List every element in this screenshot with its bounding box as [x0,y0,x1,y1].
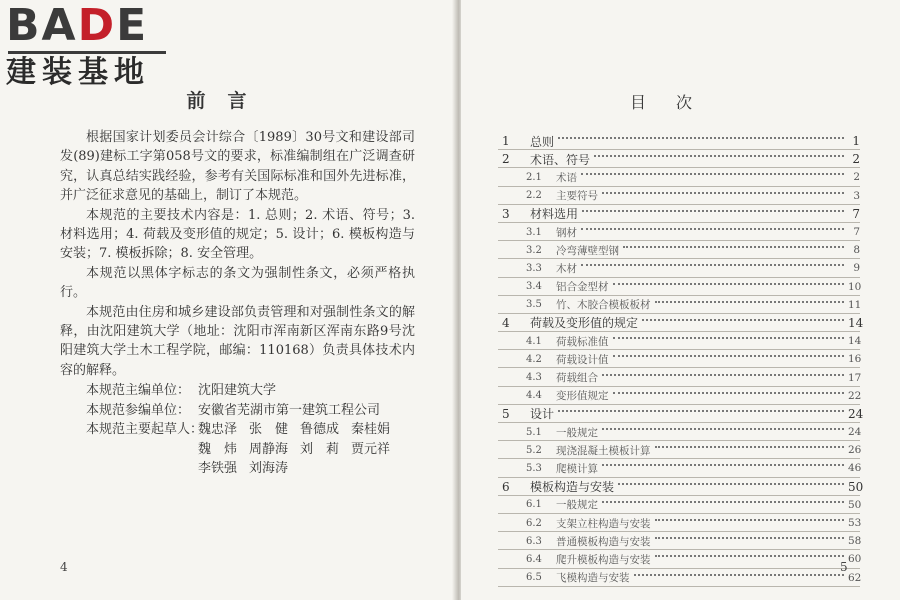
toc-entry-label: 现浇混凝土模板计算 [556,444,651,457]
toc-entry-number: 6.3 [526,535,542,547]
toc-leader-dots [602,192,844,194]
toc-entry[interactable] [498,132,860,150]
toc-entry[interactable] [498,223,860,241]
bade-logo [6,0,176,90]
drafter-name: 刘海涛 [249,460,289,476]
toc-entry-page: 60 [848,553,862,566]
toc-entry-label: 飞模构造与安装 [556,572,630,585]
toc-leader-dots [613,392,845,394]
toc-entry[interactable] [498,423,860,441]
toc-entry[interactable] [498,278,860,296]
toc-leader-dots [642,319,844,321]
toc-entry-page: 24 [848,406,864,421]
toc-leader-dots [581,173,844,175]
toc-entry-number: 6.5 [526,572,542,584]
toc-entry-label: 木材 [556,262,577,275]
drafters-row [60,420,415,478]
toc-entry-label: 铝合金型材 [556,281,609,294]
toc-entry-label: 一般规定 [556,426,598,439]
toc-entry-number: 6 [502,479,510,494]
toc-entry-label: 一般规定 [556,499,598,512]
toc-entry-page: 46 [848,462,862,475]
drafter-name: 张 健 [249,422,289,438]
toc-entry-page: 62 [848,571,862,584]
drafter-name: 周静海 [249,441,289,457]
drafters-names [198,420,415,478]
toc-entry-page: 17 [848,371,862,384]
preface-paragraph: 本规范以黑体字标志的条文为强制性条文，必须严格执行。 [60,265,415,301]
toc-entry-number: 3.3 [526,262,542,274]
toc-entry-number: 4.3 [526,372,542,384]
toc-entry-number: 6.1 [526,499,542,511]
toc-entry-page: 50 [848,498,862,511]
preface-title: 前言 [186,90,269,112]
logo-chinese: 建装基地 [6,55,150,90]
toc-entry-number: 3.2 [526,244,542,256]
toc-entry-page: 1 [852,134,860,149]
drafter-name: 李铁强 [198,460,238,476]
toc-entry-number: 2.1 [526,171,542,183]
toc-entry-label: 爬模计算 [556,462,598,475]
toc-entry-number: 1 [502,134,510,149]
toc-entry-page: 50 [848,479,864,494]
toc-leader-dots [581,228,844,230]
staff-list [60,381,415,478]
drafter-name: 鲁德成 [300,422,340,438]
toc-entry-label: 钢材 [556,226,577,239]
toc-entry[interactable] [498,478,864,496]
toc-entry-label: 荷载设计值 [556,353,609,366]
toc-entry-page: 10 [848,280,862,293]
toc-entry-label: 术语 [556,171,577,184]
toc-leader-dots [655,446,845,448]
toc-entry[interactable] [498,314,864,332]
toc-entry[interactable] [498,496,860,514]
toc-entry[interactable] [498,241,860,259]
drafters-label: 本规范主要起草人： [86,422,204,438]
toc-entry-number: 3 [502,206,510,221]
toc-entry-number: 2 [502,152,510,167]
logo-word-part2: E [116,0,149,51]
toc-entry-page: 2 [852,152,860,167]
toc-entry-label: 冷弯薄壁型钢 [556,244,619,257]
toc-leader-dots [613,355,845,357]
page-number-left: 4 [60,560,68,574]
chief-unit-value: 沈阳建筑大学 [198,383,277,399]
toc-leader-dots [613,337,845,339]
toc-entry-page: 14 [848,315,864,330]
toc-leader-dots [602,374,844,376]
toc-entry[interactable] [498,332,860,350]
toc-entry-page: 26 [848,444,862,457]
toc-leader-dots [655,537,845,539]
toc-title: 目次 [630,93,723,112]
toc-leader-dots [655,301,845,303]
toc-entry[interactable] [498,368,860,386]
toc-entry-label: 术语、符号 [530,152,591,167]
toc-entry-label: 总则 [530,134,555,149]
toc-entry-label: 普通模板构造与安装 [556,535,651,548]
participant-unit-row [60,401,415,420]
logo-word-part1: BA [6,0,78,51]
toc-entry-page: 53 [848,517,862,530]
toc-entry[interactable] [498,350,860,368]
toc-leader-dots [634,574,845,576]
toc-entry-number: 4.1 [526,335,542,347]
toc-entry-label: 主要符号 [556,190,598,203]
toc-entry-label: 爬升模板构造与安装 [556,553,651,566]
toc-entry-number: 5 [502,406,510,421]
page-number-right: 5 [840,560,848,574]
toc-leader-dots [655,555,845,557]
toc-entry-number: 4 [502,315,510,330]
toc-leader-dots [581,264,844,266]
toc-entry[interactable] [498,405,864,423]
toc-entry[interactable] [498,296,860,314]
toc-entry-page: 58 [848,535,862,548]
toc-entry-number: 6.4 [526,553,542,565]
logo-rule [8,51,166,54]
toc-entry-label: 荷载及变形值的规定 [530,316,639,331]
toc-leader-dots [594,155,844,157]
toc-entry-label: 支架立柱构造与安装 [556,517,651,530]
toc-entry[interactable] [498,569,860,587]
toc-entry[interactable] [498,150,860,168]
preface-paragraph: 本规范的主要技术内容是：1. 总则；2. 术语、符号；3. 材料选用；4. 荷载及变形值的规定；5. 设计；6. 模板构造与安装；7. 模板拆除；8. 安全管理。 [60,207,415,262]
toc-entry[interactable] [498,168,860,186]
toc-entry[interactable] [498,514,860,532]
toc-entry-number: 4.4 [526,390,542,402]
drafter-name: 魏 炜 [198,441,238,457]
toc-entry-page: 3 [853,189,860,202]
drafter-name: 魏忠泽 [198,422,238,438]
toc-entry-page: 9 [853,262,860,275]
toc-entry-number: 3.4 [526,281,542,293]
toc-row-rule [498,586,860,587]
participant-unit-label: 本规范参编单位： [86,402,191,418]
toc-entry-number: 3.5 [526,299,542,311]
drafter-name: 刘 莉 [300,441,340,457]
logo-word-accent: D [77,0,117,51]
toc-entry-page: 24 [848,426,862,439]
toc-leader-dots [602,464,844,466]
toc-leader-dots [618,483,844,485]
drafter-name: 贾元祥 [351,441,391,457]
toc-entry-number: 5.2 [526,444,542,456]
toc-entry-page: 7 [852,206,860,221]
toc-entry-label: 变形值规定 [556,390,609,403]
toc-entry[interactable] [498,441,860,459]
toc-entry-page: 16 [848,353,862,366]
toc-entry-number: 5.1 [526,426,542,438]
toc-leader-dots [655,519,845,521]
preface-paragraph: 本规范由住房和城乡建设部负责管理和对强制性条文的解释，由沈阳建筑大学（地址：沈阳市浑南新区浑南东路9号沈阳建筑大学土木工程学院，邮编：110168）负责具体技术内容的解释。 [60,304,415,378]
toc-entry-label: 荷载组合 [556,372,598,385]
toc-entry-number: 6.2 [526,517,542,529]
toc-entry-label: 竹、木胶合模板板材 [556,299,651,312]
toc-entry[interactable] [498,259,860,277]
toc-entry-page: 2 [853,171,860,184]
toc-entry-page: 11 [848,298,862,311]
preface-paragraph: 根据国家计划委员会计综合〔1989〕30号文和建设部司发(89)建标工字第058号文的要求，标准编制组在广泛调查研究，认真总结实践经验，参考有关国际标准和国外先进标准，并广泛征求意见的基础上，制订了本规范。 [60,130,415,204]
preface-body [60,128,415,478]
toc-leader-dots [602,428,844,430]
toc-leader-dots [582,210,844,212]
toc-entry-label: 模板构造与安装 [530,480,615,495]
toc-entry[interactable] [498,459,860,477]
logo-wordmark [6,0,176,51]
toc-entry-page: 7 [853,226,860,239]
toc-leader-dots [623,246,844,248]
toc-leader-dots [613,283,845,285]
toc-entry[interactable] [498,550,860,568]
toc-entry-page: 14 [848,335,862,348]
chief-unit-label: 本规范主编单位： [86,383,191,399]
toc-entry-label: 设计 [530,407,555,422]
toc-entry-page: 8 [853,244,860,257]
toc-entry[interactable] [498,187,860,205]
toc-entry-label: 材料选用 [530,207,579,222]
toc-leader-dots [558,410,844,412]
toc-leader-dots [558,137,844,139]
drafter-name: 秦桂娟 [351,422,391,438]
toc-entry[interactable] [498,205,860,223]
toc-leader-dots [602,501,844,503]
toc-entry-number: 2.2 [526,190,542,202]
toc-entry-number: 4.2 [526,353,542,365]
participant-unit-value: 安徽省芜湖市第一建筑工程公司 [198,402,381,418]
chief-unit-row [60,381,415,400]
toc-entry[interactable] [498,532,860,550]
toc-entry-label: 荷载标准值 [556,335,609,348]
toc-entry-number: 5.3 [526,462,542,474]
toc-entry-page: 22 [848,389,862,402]
toc-entry-number: 3.1 [526,226,542,238]
table-of-contents [498,132,864,587]
toc-entry[interactable] [498,387,860,405]
